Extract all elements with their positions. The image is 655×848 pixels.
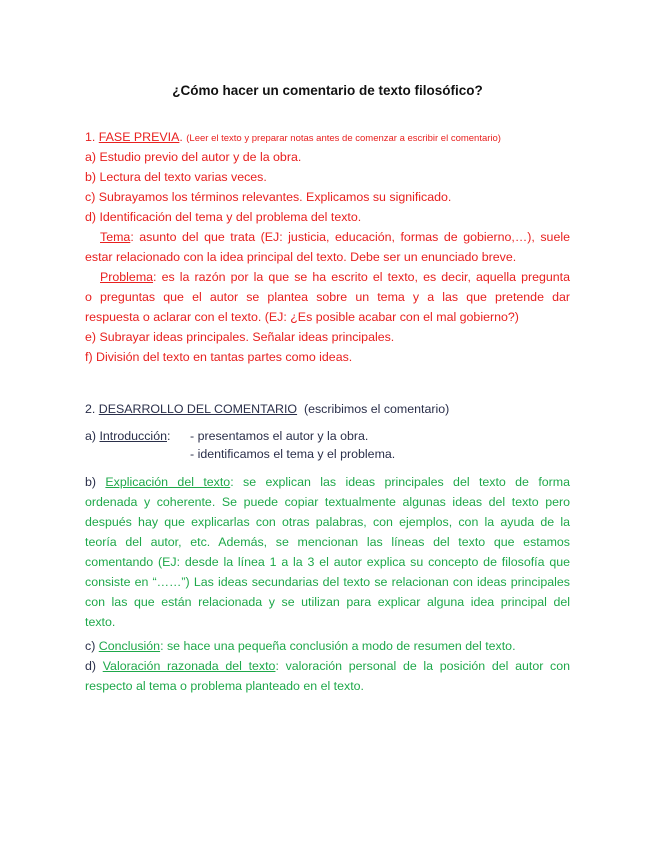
intro-colon: : — [166, 429, 171, 443]
step-c: c) Subrayamos los términos relevantes. Explicamos su significado. — [85, 190, 452, 204]
explicacion-line-2: ordenada y coherente. Se puede copiar textualmente algunas ideas del texto pero — [85, 495, 570, 509]
problema-label: Problema — [100, 270, 154, 284]
explicacion-line-4: teoría del autor, etc. Además, se mencionan las líneas del texto que estamos — [85, 535, 570, 549]
document-title: ¿Cómo hacer un comentario de texto filosófico? — [172, 83, 483, 98]
problema-line-1 — [100, 269, 570, 285]
valoracion-text-1: : valoración personal de la posición del autor con — [275, 659, 570, 673]
valoracion-label: Valoración razonada del texto — [102, 659, 276, 673]
tema-label: Tema — [100, 230, 131, 244]
problema-line-3: respuesta o aclarar con el texto. (EJ: ¿Es posible acabar con el mal gobierno?) — [85, 310, 519, 324]
conclusion-text: : se hace una pequeña conclusión a modo de resumen del texto. — [160, 639, 516, 653]
valoracion-prefix: d) — [85, 659, 103, 673]
step-f: f) División del texto en tantas partes como ideas. — [85, 350, 353, 364]
problema-line-2: o preguntas que el autor se plantea sobre un tema y a las que pretende dar — [85, 290, 570, 304]
explicacion-label: Explicación del texto — [105, 475, 231, 489]
step-b: b) Lectura del texto varias veces. — [85, 170, 267, 184]
problema-text-1: : es la razón por la que se ha escrito el texto, es decir, aquella pregunta — [153, 270, 570, 284]
explicacion-line-6: consiste en “……”) Las ideas secundarias del texto se relacionan con ideas principales — [85, 575, 570, 589]
step-d: d) Identificación del tema y del problema del texto. — [85, 210, 362, 224]
intro-prefix: a) — [85, 429, 100, 443]
conclusion-label: Conclusión — [98, 639, 161, 653]
valoracion-line-1 — [85, 658, 570, 674]
tema-text-1: : asunto del que trata (EJ: justicia, educación, formas de gobierno,…), suele — [130, 230, 570, 244]
explicacion-line-8: texto. — [85, 615, 116, 629]
explicacion-prefix: b) — [85, 475, 106, 489]
explicacion-text-1: : se explican las ideas principales del texto de forma — [230, 475, 570, 489]
section2-note: (escribimos el comentario) — [303, 402, 450, 416]
explicacion-line-3: después hay que explicarlas con otras palabras, con ejemplos, con la ayuda de la — [85, 515, 570, 529]
intro-item-2: - identificamos el tema y el problema. — [190, 447, 396, 461]
section1-dot: . — [179, 130, 183, 144]
section1-note: (Leer el texto y preparar notas antes de comenzar a escribir el comentario) — [186, 133, 501, 144]
section1-heading — [85, 129, 501, 147]
section2-title: DESARROLLO DEL COMENTARIO — [98, 402, 298, 416]
section1-number: 1. — [85, 130, 99, 144]
section1-title: FASE PREVIA — [98, 130, 180, 144]
step-e: e) Subrayar ideas principales. Señalar ideas principales. — [85, 330, 395, 344]
valoracion-line-2: respecto al tema o problema planteado en el texto. — [85, 679, 364, 693]
intro-item-1: - presentamos el autor y la obra. — [190, 429, 369, 443]
intro-label: Introducción — [99, 429, 167, 443]
intro-line-1 — [85, 428, 170, 444]
explicacion-line-5: comentando (EJ: desde la línea 1 a la 3 el autor explica su concepto de filosofía que — [85, 555, 570, 569]
step-a: a) Estudio previo del autor y de la obra. — [85, 150, 302, 164]
section2-number: 2. — [85, 402, 99, 416]
conclusion-prefix: c) — [85, 639, 99, 653]
conclusion-line — [85, 638, 516, 654]
tema-line-1 — [100, 229, 570, 245]
explicacion-line-1 — [85, 474, 570, 490]
tema-line-2: estar relacionado con la idea principal del texto. Debe ser un enunciado breve. — [85, 250, 517, 264]
section2-heading — [85, 401, 449, 417]
explicacion-line-7: con las que están relacionada y se utilizan para explicar alguna idea principal del — [85, 595, 570, 609]
